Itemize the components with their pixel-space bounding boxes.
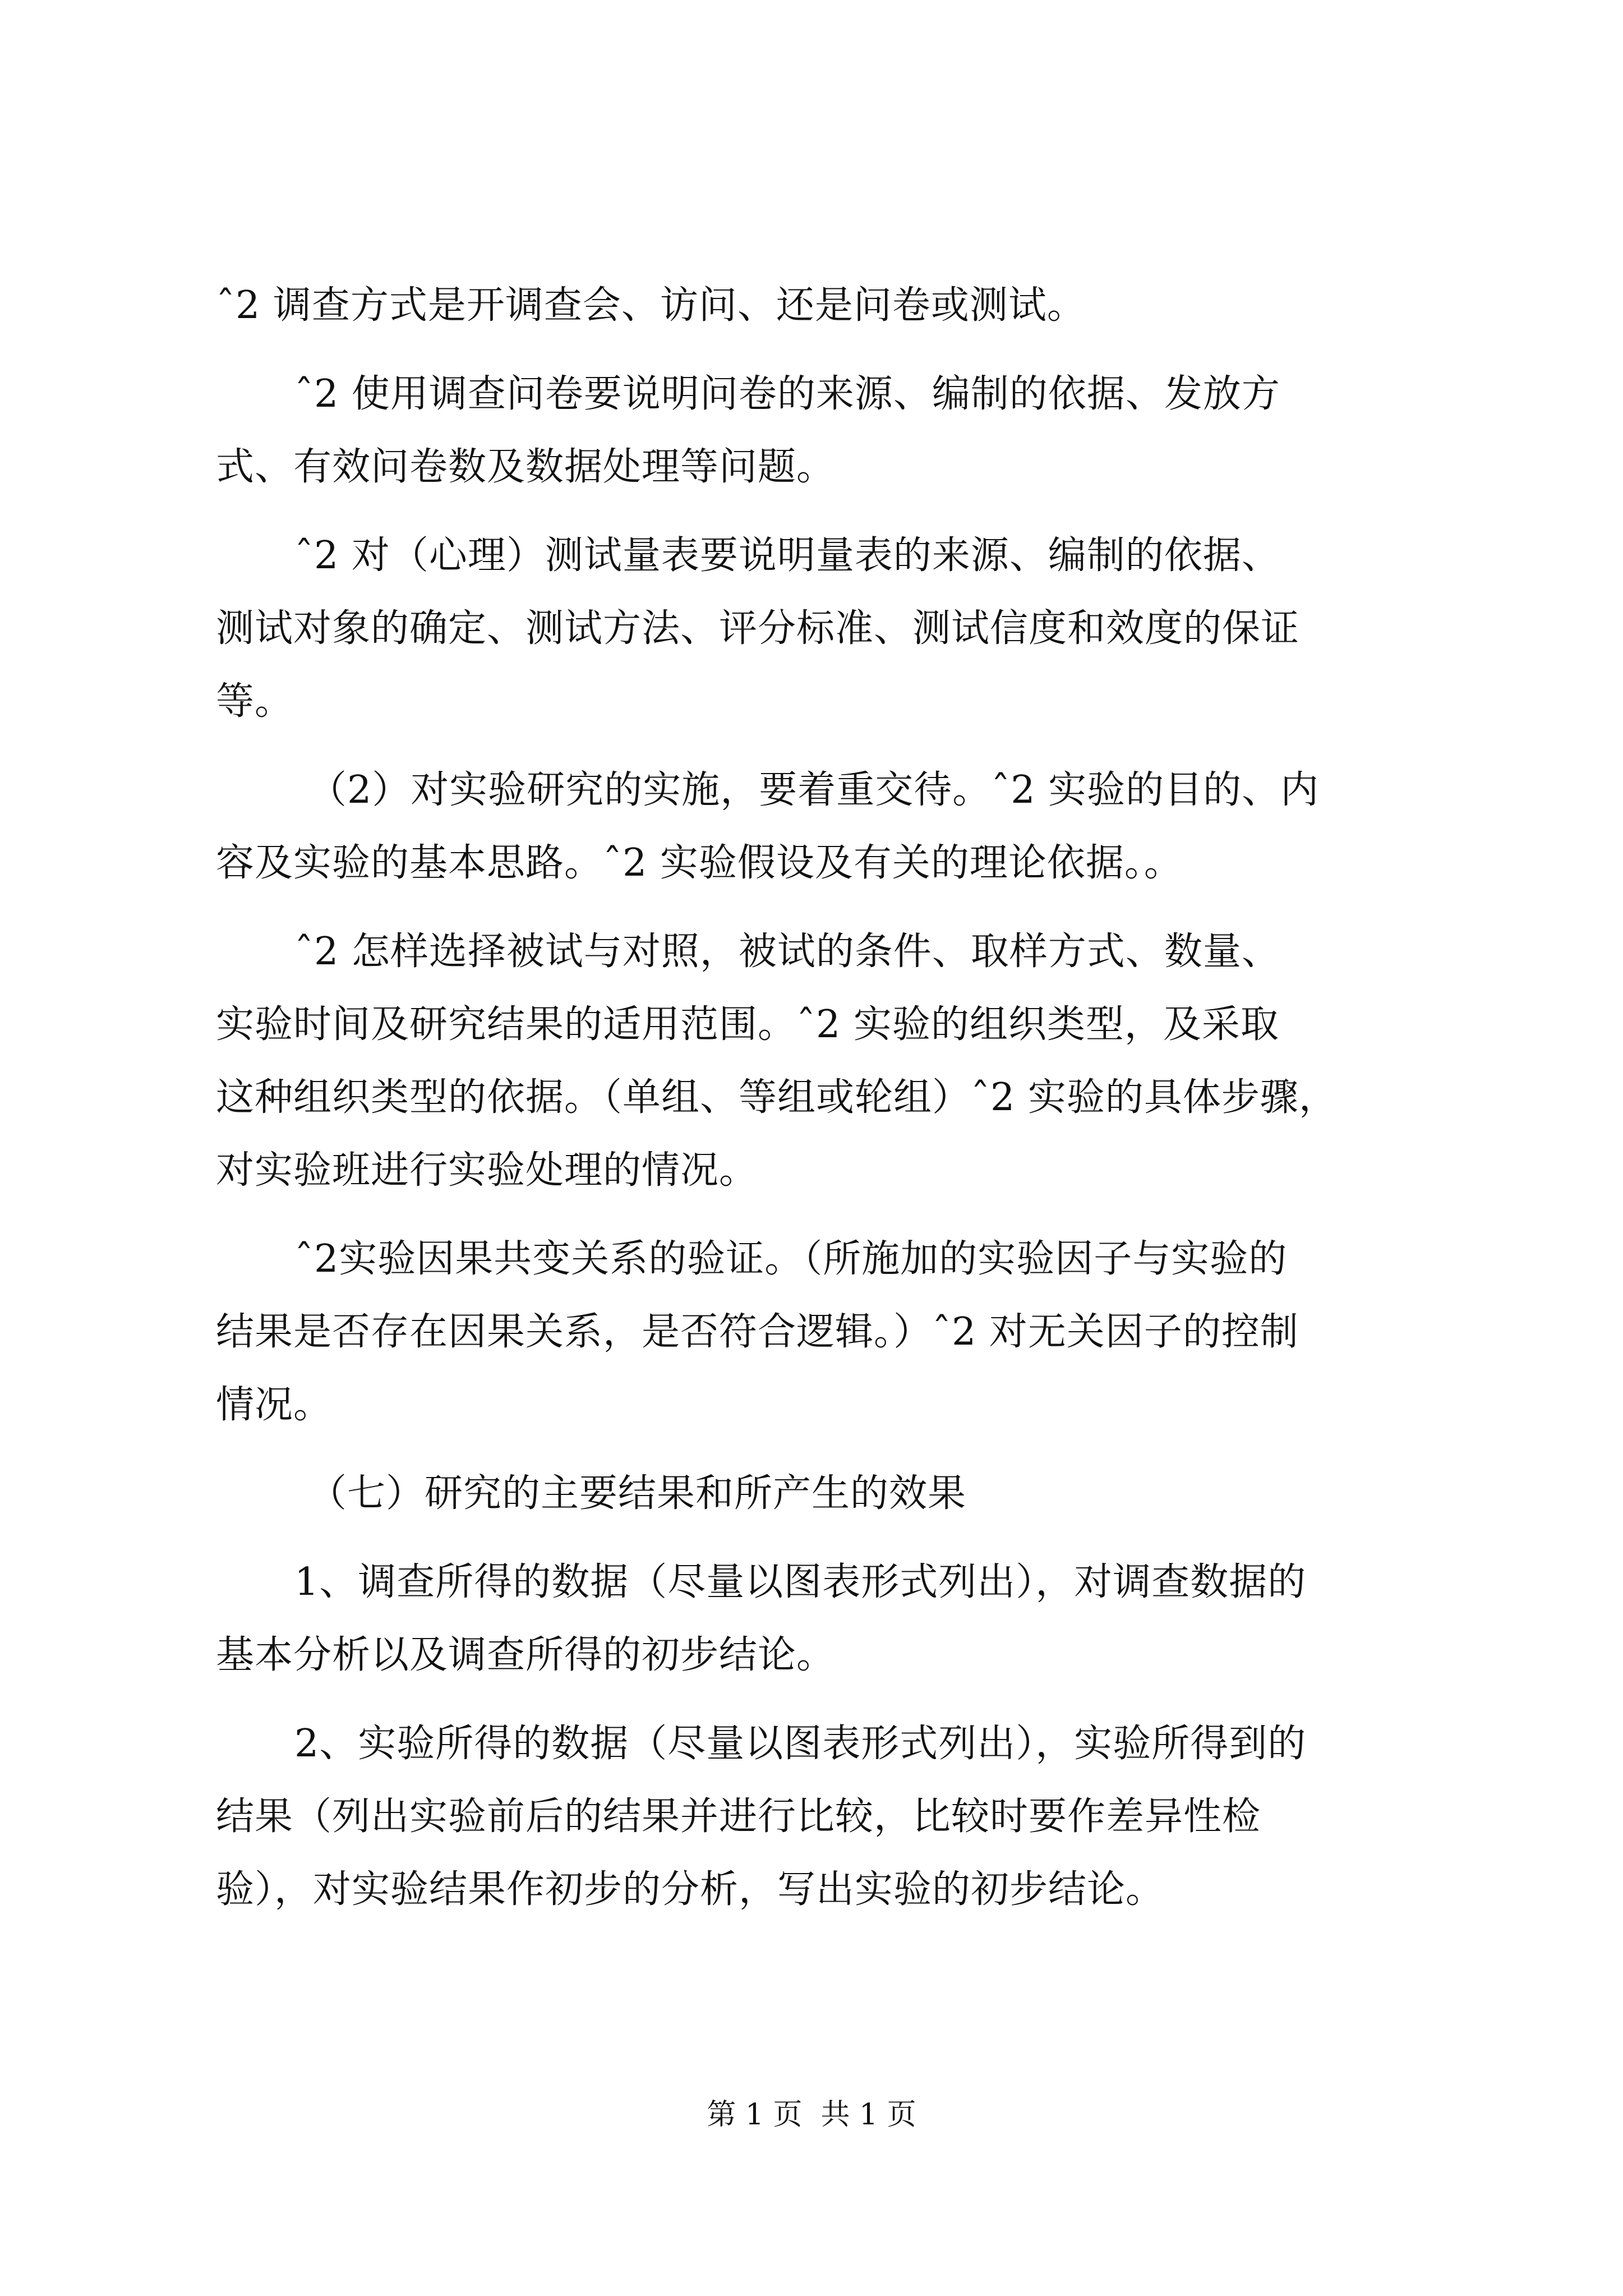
paragraph-line: 式、有效问卷数及数据处理等问题。 [216,445,836,489]
paragraph-line: ˆ2实验因果共变关系的验证。（所施加的实验因子与实验的 [294,1237,1288,1281]
paragraph-experiment-data [216,1708,1422,1926]
paragraph-line: 验），对实验结果作初步的分析，写出实验的初步结论。 [216,1867,1165,1912]
paragraph-line: 结果是否存在因果关系，是否符合逻辑。）ˆ2 对无关因子的控制 [216,1310,1299,1354]
paragraph-causal-validation [216,1223,1422,1442]
paragraph-line: ˆ2 怎样选择被试与对照，被试的条件、取样方式、数量、 [294,930,1280,974]
paragraph-line: 结果（列出实验前后的结果并进行比较，比较时要作差异性检 [216,1795,1261,1839]
paragraph-line: 实验时间及研究结果的适用范围。ˆ2 实验的组织类型，及采取 [216,1002,1279,1047]
section-heading-line: （七）研究的主要结果和所产生的效果 [308,1471,967,1516]
paragraph-line: （2）对实验研究的实施，要着重交待。ˆ2 实验的目的、内 [308,768,1320,812]
paragraph-line: 2、实验所得的数据（尽量以图表形式列出），实验所得到的 [294,1722,1307,1766]
paragraph-line: ˆ2 使用调查问卷要说明问卷的来源、编制的依据、发放方 [294,372,1280,416]
paragraph-subject-selection [216,915,1422,1207]
paragraph-line: 容及实验的基本思路。ˆ2 实验假设及有关的理论依据。。 [216,841,1183,885]
paragraph-line: 等。 [216,679,294,724]
paragraph-experiment-implementation [216,754,1422,900]
paragraph-line: 基本分析以及调查所得的初步结论。 [216,1633,836,1677]
paragraph-psych-test [216,519,1422,738]
paragraph-survey-data [216,1546,1422,1692]
paragraph-line: 测试对象的确定、测试方法、评分标准、测试信度和效度的保证 [216,606,1300,651]
paragraph-line: 这种组织类型的依据。（单组、等组或轮组）ˆ2 实验的具体步骤， [216,1075,1338,1120]
paragraph-questionnaire [216,358,1422,504]
paragraph-line: ˆ2 调查方式是开调查会、访问、还是问卷或测试。 [216,283,1086,328]
paragraph-line: 对实验班进行实验处理的情况。 [216,1148,758,1193]
paragraph-line: 1、调查所得的数据（尽量以图表形式列出），对调查数据的 [294,1560,1307,1604]
paragraph-line: 情况。 [216,1383,333,1427]
page-footer [0,2095,1623,2134]
document-body [216,269,1422,1926]
section-heading-results [216,1457,1422,1530]
page-number-label: 第 1 页 共 1 页 [707,2098,916,2132]
paragraph-line: ˆ2 对（心理）测试量表要说明量表的来源、编制的依据、 [294,533,1280,578]
paragraph-survey-method [216,269,1422,342]
